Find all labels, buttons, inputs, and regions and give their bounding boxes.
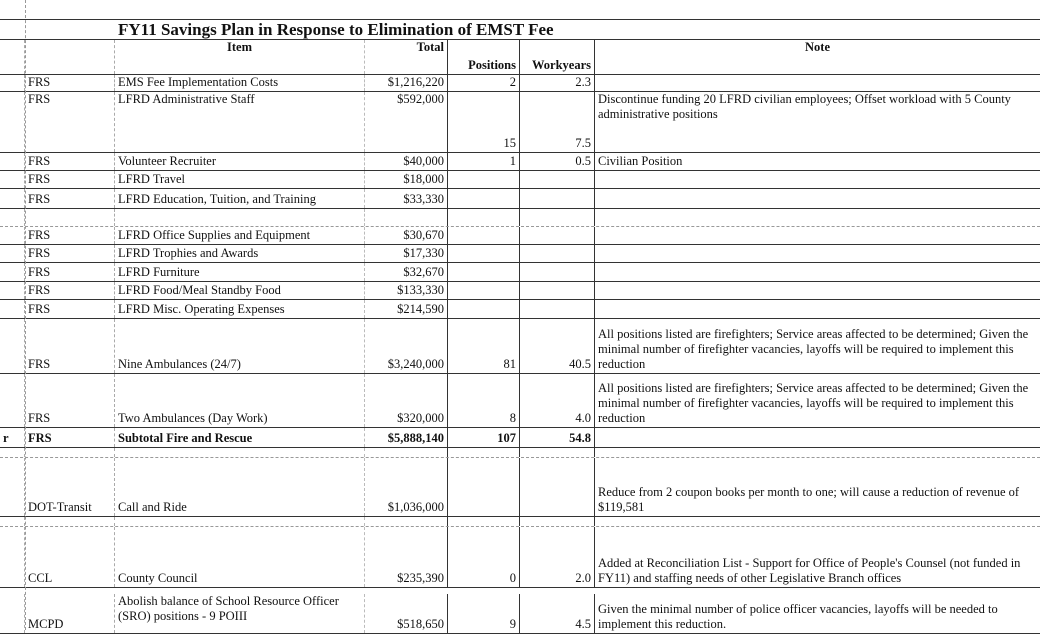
item-cell: EMS Fee Implementation Costs: [115, 75, 365, 91]
total-cell: $33,330: [365, 189, 448, 208]
table-row: [0, 374, 1040, 428]
note-cell: Given the minimal number of police officer vacancies, layoffs will be needed to implement this reduction.: [598, 602, 998, 631]
workyears-cell: [520, 171, 595, 188]
total-cell: $5,888,140: [365, 428, 448, 447]
item-cell: [115, 448, 365, 457]
header-workyears: Workyears: [520, 40, 595, 74]
header-note: Note: [805, 40, 830, 54]
workyears-cell: 0.5: [520, 153, 595, 170]
table-row: [0, 189, 1040, 209]
total-cell: $518,650: [365, 594, 448, 633]
total-cell: $320,000: [365, 374, 448, 427]
positions-cell: 81: [448, 319, 520, 373]
item-cell: LFRD Furniture: [115, 263, 365, 281]
note-cell: [595, 282, 1040, 299]
row-marker: [0, 245, 25, 262]
department-cell: FRS: [25, 75, 115, 91]
row-marker: [0, 282, 25, 299]
positions-cell: [448, 227, 520, 244]
positions-cell: [448, 300, 520, 318]
note-cell: Discontinue funding 20 LFRD civilian employees; Offset workload with 5 County administrative positions: [598, 92, 1011, 121]
department-cell: [25, 448, 115, 457]
positions-cell: 1: [448, 153, 520, 170]
workyears-cell: [520, 245, 595, 262]
positions-cell: 2: [448, 75, 520, 91]
item-cell: LFRD Food/Meal Standby Food: [115, 282, 365, 299]
row-marker: [0, 75, 25, 91]
note-cell: Added at Reconciliation List - Support for Office of People's Counsel (not funded in FY11) and staffing needs of other Legislative Branch offices: [598, 556, 1021, 585]
row-marker: [0, 374, 25, 427]
item-cell: Nine Ambulances (24/7): [115, 319, 365, 373]
total-cell: $214,590: [365, 300, 448, 318]
total-cell: $235,390: [365, 527, 448, 587]
note-cell: [595, 227, 1040, 244]
note-cell: All positions listed are firefighters; Service areas affected to be determined; Given the minimal number of firefighter vacancies, layoffs will be required to implement this reduction: [598, 327, 1029, 371]
table-row: [0, 448, 1040, 458]
department-cell: DOT-Transit: [25, 458, 115, 516]
header-dept: [25, 40, 115, 74]
workyears-cell: 2.3: [520, 75, 595, 91]
positions-cell: 8: [448, 374, 520, 427]
row-marker: [0, 189, 25, 208]
header-positions: Positions: [448, 40, 520, 74]
positions-cell: 9: [448, 594, 520, 633]
department-cell: FRS: [25, 263, 115, 281]
positions-cell: [448, 282, 520, 299]
item-cell: [115, 209, 365, 226]
workyears-cell: 40.5: [520, 319, 595, 373]
department-cell: FRS: [25, 319, 115, 373]
workyears-cell: [520, 448, 595, 457]
item-cell: LFRD Office Supplies and Equipment: [115, 227, 365, 244]
table-row: [0, 594, 1040, 634]
note-cell: [595, 428, 1040, 447]
row-marker: [0, 171, 25, 188]
item-cell: Subtotal Fire and Rescue: [115, 428, 365, 447]
total-cell: $1,216,220: [365, 75, 448, 91]
item-cell: LFRD Trophies and Awards: [115, 245, 365, 262]
header-total: Total: [365, 40, 448, 74]
workyears-cell: [520, 209, 595, 226]
workyears-cell: 4.5: [520, 594, 595, 633]
department-cell: FRS: [25, 227, 115, 244]
table-row: [0, 92, 1040, 153]
table-row: [0, 319, 1040, 374]
table-row: [0, 209, 1040, 227]
item-cell: Two Ambulances (Day Work): [115, 374, 365, 427]
row-marker: [0, 448, 25, 457]
note-cell: [595, 189, 1040, 208]
item-cell: Abolish balance of School Resource Officer (SRO) positions - 9 POIII: [115, 594, 365, 633]
note-cell: Reduce from 2 coupon books per month to one; will cause a reduction of revenue of $119,581: [598, 485, 1020, 514]
workyears-cell: 2.0: [520, 527, 595, 587]
note-cell: Civilian Position: [598, 154, 683, 168]
total-cell: $30,670: [365, 227, 448, 244]
workyears-cell: [520, 227, 595, 244]
department-cell: FRS: [25, 428, 115, 447]
positions-cell: [448, 263, 520, 281]
note-cell: [595, 245, 1040, 262]
note-cell: [595, 263, 1040, 281]
row-marker: [0, 92, 25, 152]
item-cell: LFRD Misc. Operating Expenses: [115, 300, 365, 318]
workyears-cell: [520, 282, 595, 299]
table-row: [0, 227, 1040, 245]
table-row: [0, 171, 1040, 189]
positions-cell: 15: [448, 92, 520, 152]
note-cell: [595, 517, 1040, 526]
item-cell: County Council: [115, 527, 365, 587]
row-marker: [0, 517, 25, 526]
table-row: [0, 245, 1040, 263]
department-cell: FRS: [25, 300, 115, 318]
note-cell: All positions listed are firefighters; Service areas affected to be determined; Given the minimal number of firefighter vacancies, layoffs will be required to implement this reduction: [598, 381, 1029, 425]
department-cell: MCPD: [25, 594, 115, 633]
item-cell: [115, 517, 365, 526]
table-row: [0, 153, 1040, 171]
positions-cell: [448, 171, 520, 188]
workyears-cell: 7.5: [520, 92, 595, 152]
workyears-cell: [520, 458, 595, 516]
item-cell: LFRD Travel: [115, 171, 365, 188]
title-row: [0, 20, 1040, 40]
positions-cell: [448, 517, 520, 526]
row-marker: [0, 263, 25, 281]
table-row: [0, 517, 1040, 527]
row-marker: [0, 594, 25, 633]
department-cell: FRS: [25, 245, 115, 262]
department-cell: FRS: [25, 92, 115, 152]
workyears-cell: [520, 189, 595, 208]
workyears-cell: 54.8: [520, 428, 595, 447]
positions-cell: [448, 209, 520, 226]
total-cell: [365, 209, 448, 226]
positions-cell: [448, 245, 520, 262]
total-cell: $18,000: [365, 171, 448, 188]
department-cell: CCL: [25, 527, 115, 587]
department-cell: FRS: [25, 282, 115, 299]
positions-cell: 107: [448, 428, 520, 447]
header-margin: [0, 40, 25, 74]
department-cell: FRS: [25, 374, 115, 427]
workyears-cell: [520, 300, 595, 318]
item-cell: LFRD Education, Tuition, and Training: [115, 189, 365, 208]
positions-cell: 0: [448, 527, 520, 587]
row-marker: [0, 153, 25, 170]
table-row: [0, 527, 1040, 588]
workyears-cell: 4.0: [520, 374, 595, 427]
positions-cell: [448, 458, 520, 516]
column-divider: [25, 0, 26, 630]
row-marker: r: [0, 428, 25, 447]
department-cell: FRS: [25, 189, 115, 208]
row-marker: [0, 319, 25, 373]
department-cell: [25, 209, 115, 226]
total-cell: [365, 517, 448, 526]
note-cell: [595, 209, 1040, 226]
total-cell: $3,240,000: [365, 319, 448, 373]
header-item: Item: [115, 40, 365, 74]
table-row: [0, 75, 1040, 92]
total-cell: $40,000: [365, 153, 448, 170]
table-row: [0, 282, 1040, 300]
total-cell: $32,670: [365, 263, 448, 281]
note-cell: [595, 171, 1040, 188]
item-cell: LFRD Administrative Staff: [115, 92, 365, 152]
table-row: [0, 300, 1040, 319]
workyears-cell: [520, 517, 595, 526]
positions-cell: [448, 448, 520, 457]
total-cell: $592,000: [365, 92, 448, 152]
row-marker: [0, 227, 25, 244]
department-cell: FRS: [25, 153, 115, 170]
workyears-cell: [520, 263, 595, 281]
top-partial-row: [0, 0, 1040, 20]
page-title: FY11 Savings Plan in Response to Elimination of EMST Fee: [118, 20, 554, 39]
row-marker: [0, 300, 25, 318]
total-cell: $133,330: [365, 282, 448, 299]
table-row: [0, 458, 1040, 517]
total-cell: [365, 448, 448, 457]
row-marker: [0, 209, 25, 226]
item-cell: Volunteer Recruiter: [115, 153, 365, 170]
header-row: [0, 40, 1040, 75]
note-cell: [595, 448, 1040, 457]
item-cell: Call and Ride: [115, 458, 365, 516]
table-row: [0, 428, 1040, 448]
department-cell: FRS: [25, 171, 115, 188]
table-row: [0, 263, 1040, 282]
row-marker: [0, 458, 25, 516]
row-marker: [0, 527, 25, 587]
department-cell: [25, 517, 115, 526]
positions-cell: [448, 189, 520, 208]
total-cell: $17,330: [365, 245, 448, 262]
note-cell: [595, 300, 1040, 318]
total-cell: $1,036,000: [365, 458, 448, 516]
note-cell: [595, 75, 1040, 91]
